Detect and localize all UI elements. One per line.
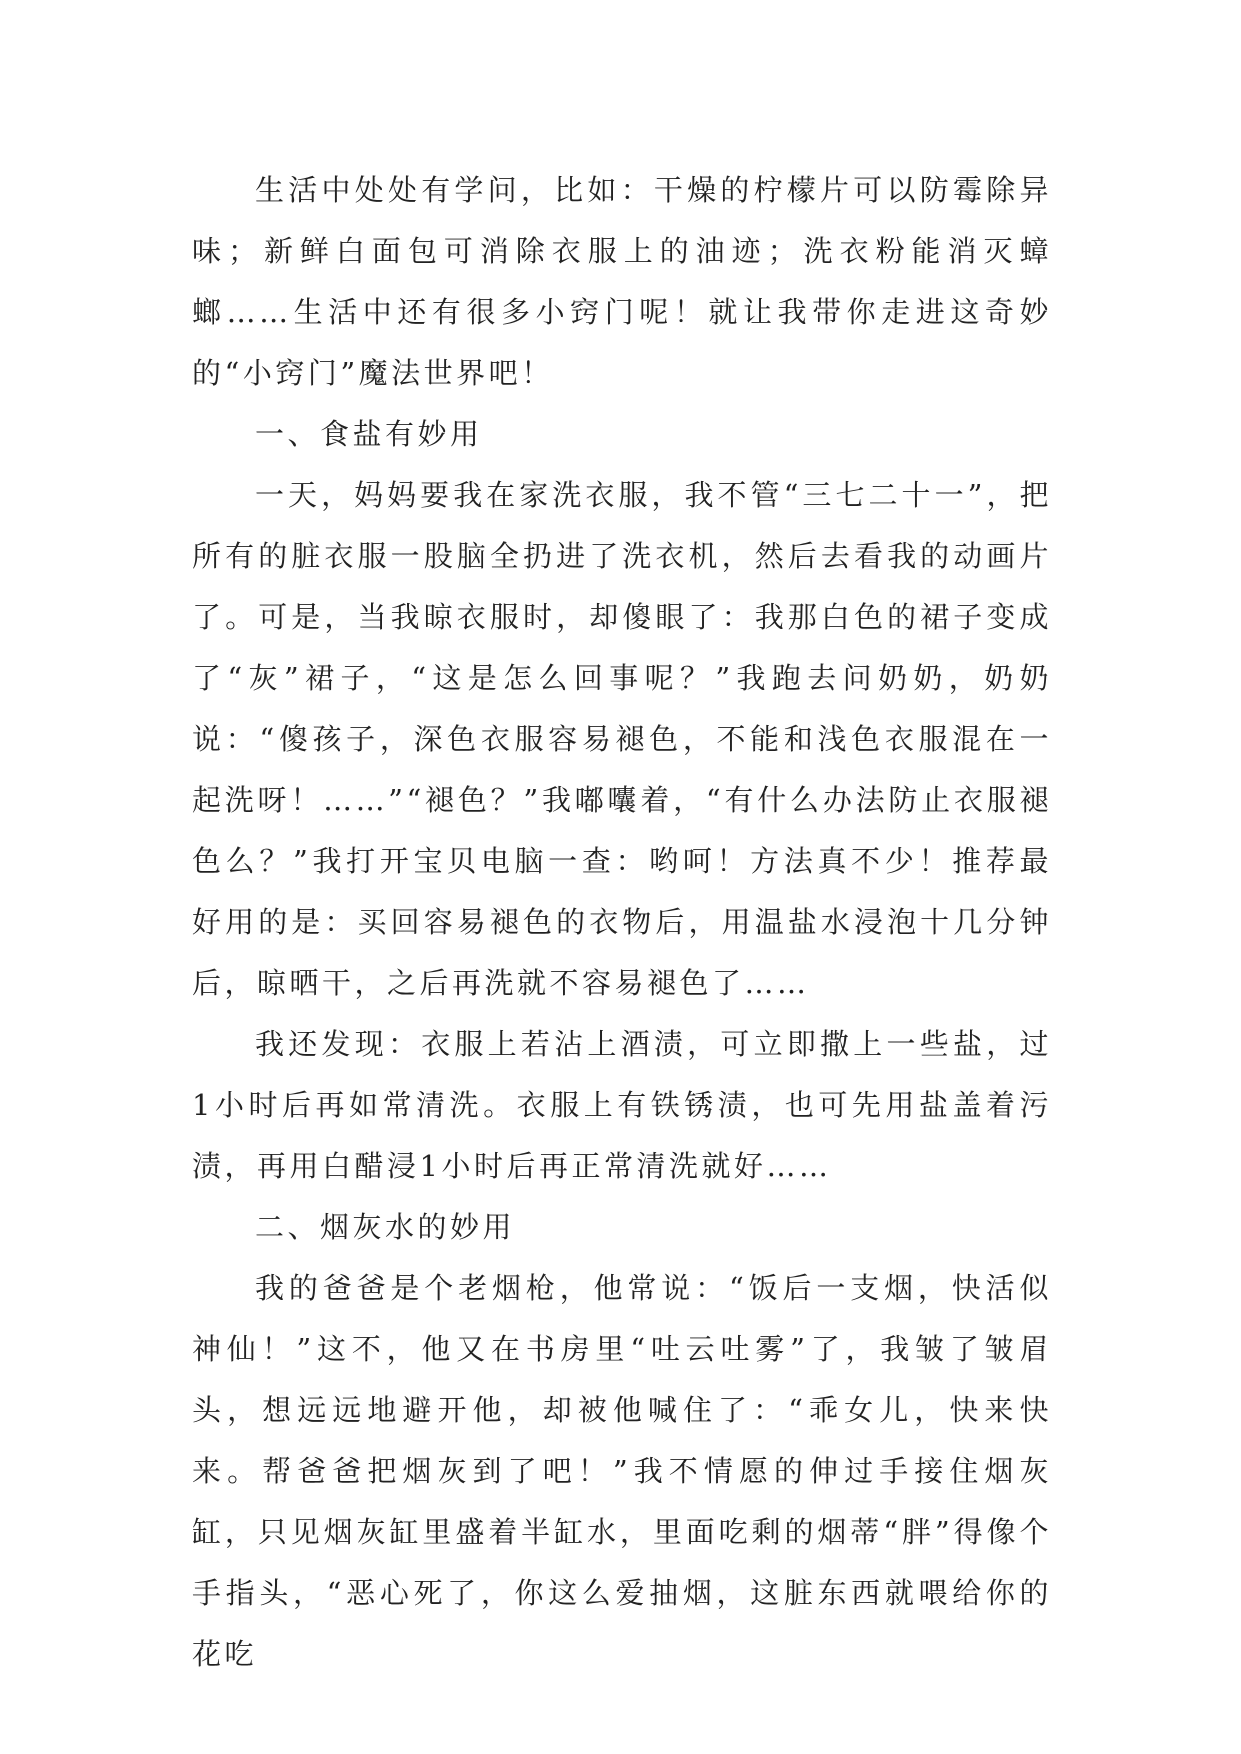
paragraph-stain-tips: 我还发现：衣服上若沾上酒渍，可立即撒上一些盐，过1小时后再如常清洗。衣服上有铁锈渍，也可先用盐盖着污渍，再用白醋浸1小时后再正常清洗就好…… <box>192 1027 1052 1183</box>
document-body <box>192 160 1052 1685</box>
paragraph-father-smoking: 我的爸爸是个老烟枪，他常说：“饭后一支烟，快活似神仙！”这不，他又在书房里“吐云吐雾”了，我皱了皱眉头，想远远地避开他，却被他喊住了：“乖女儿，快来快来。帮爸爸把烟灰到了吧！”我不情愿的伸过手接住烟灰缸，只见烟灰缸里盛着半缸水，里面吃剩的烟蒂“胖”得像个手指头，“恶心死了，你这么爱抽烟，这脏东西就喂给你的花吃 <box>192 1271 1052 1671</box>
paragraph-intro: 生活中处处有学问，比如：干燥的柠檬片可以防霉除异味；新鲜白面包可消除衣服上的油迹；洗衣粉能消灭蟑螂……生活中还有很多小窍门呢！就让我带你走进这奇妙的“小窍门”魔法世界吧！ <box>192 173 1052 390</box>
paragraph-laundry-story: 一天，妈妈要我在家洗衣服，我不管“三七二十一”，把所有的脏衣服一股脑全扔进了洗衣机，然后去看我的动画片了。可是，当我晾衣服时，却傻眼了：我那白色的裙子变成了“灰”裙子，“这是怎么回事呢？”我跑去问奶奶，奶奶说：“傻孩子，深色衣服容易褪色，不能和浅色衣服混在一起洗呀！……”“褪色？”我嘟囔着，“有什么办法防止衣服褪色么？”我打开宝贝电脑一查：哟呵！方法真不少！推荐最好用的是：买回容易褪色的衣物后，用温盐水浸泡十几分钟后，晾晒干，之后再洗就不容易褪色了…… <box>192 478 1052 1000</box>
section-heading-ash-water: 二、烟灰水的妙用 <box>255 1210 516 1244</box>
section-heading-salt: 一、食盐有妙用 <box>255 417 483 451</box>
